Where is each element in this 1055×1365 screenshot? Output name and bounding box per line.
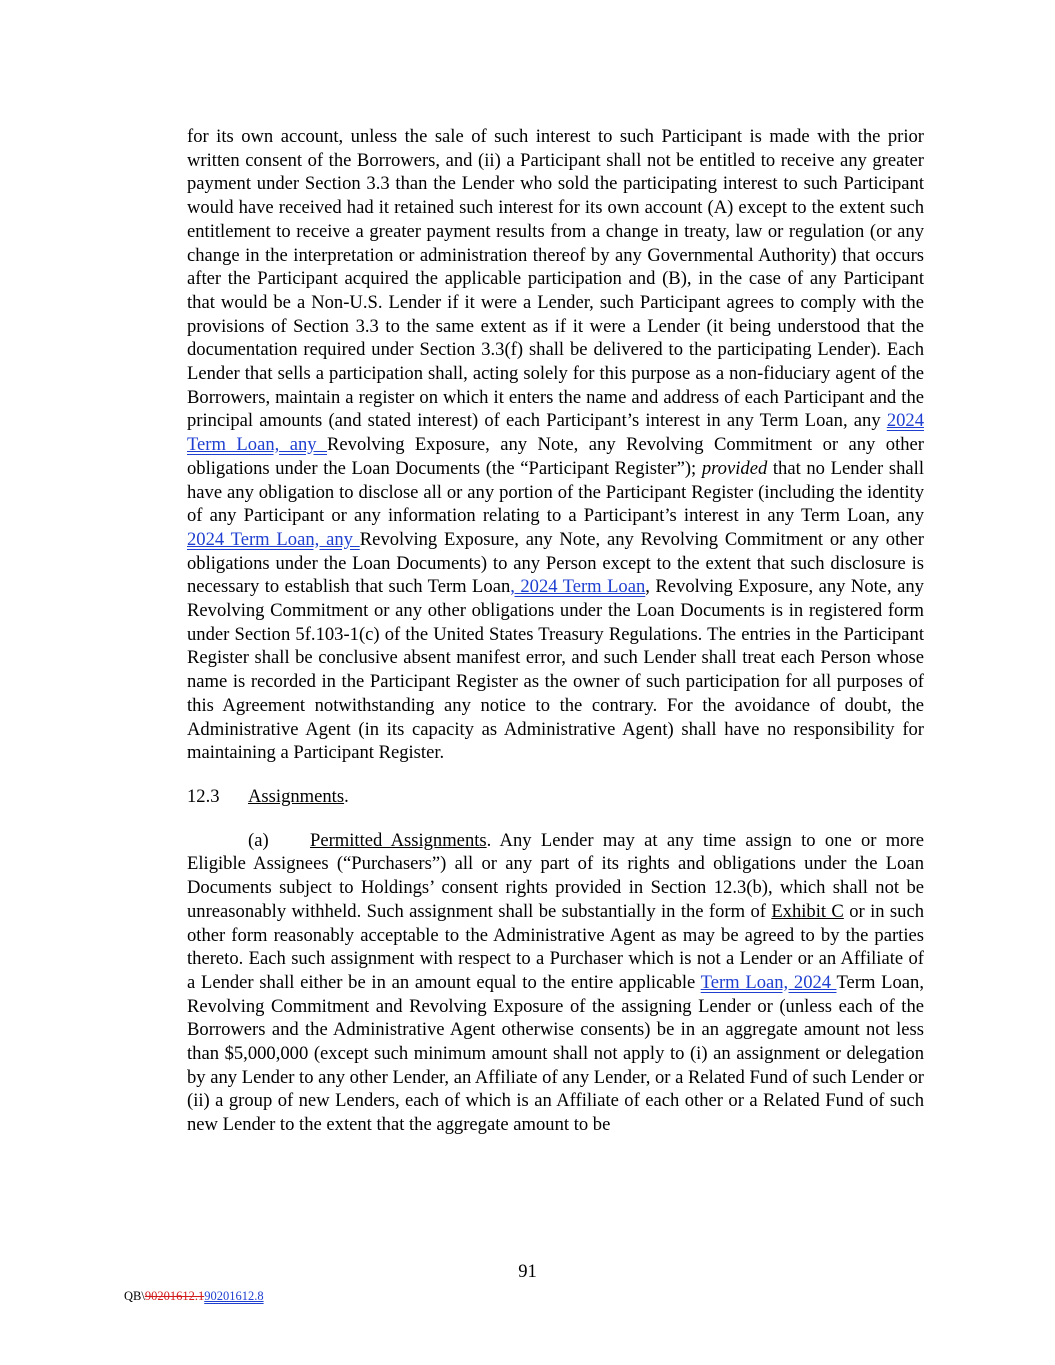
clause-heading: Permitted Assignments xyxy=(310,829,487,851)
footer-prefix: QB\ xyxy=(124,1289,145,1303)
text-run: that no Lender shall have any obligation to disclose all or any portion of the Participant Register (including the identity of any Participant or any information relating to a Participant’s interest in any Term Loan, any xyxy=(187,457,924,527)
exhibit-reference: Exhibit C xyxy=(771,900,844,922)
text-run: Revolving Exposure, any Note, any Revolving Commitment or any other obligations under the Loan Documents (the “Participant Register”); xyxy=(187,434,924,479)
footer-document-id xyxy=(124,1289,264,1304)
section-title-punct: . xyxy=(344,785,349,807)
text-run: , Revolving Exposure, any Note, any Revolving Commitment or any other obligations under the Loan Documents is in registered form under Section 5f.103-1(c) of the United States Treasury Regulations. The entries in the Participant Register shall be conclusive absent manifest error, and such Lender shall treat each Person whose name is recorded in the Participant Register as the owner of such participation for all purposes of this Agreement notwithstanding any notice to the contrary. For the avoidance of doubt, the Administrative Agent (in its capacity as Administrative Agent) shall have no responsibility for maintaining a Participant Register. xyxy=(187,576,924,764)
text-run: . Any Lender may at any time assign to one or more Eligible Assignees (“Purchasers”) all or any part of its rights and obligations under the Loan Documents subject to Holdings’ consent rights provided in Section 12.3(b), which shall not be unreasonably withheld. Such assignment shall be substantially in the form of xyxy=(187,829,924,922)
clause-label: (a) xyxy=(248,829,269,851)
section-heading xyxy=(187,785,924,809)
inserted-doc-number: 90201612.8 xyxy=(204,1289,264,1303)
inserted-text: 2024 Term Loan, any xyxy=(187,528,360,550)
section-number: 12.3 xyxy=(187,785,220,807)
document-body xyxy=(187,125,924,1137)
deleted-doc-number: 90201612.1 xyxy=(144,1289,205,1303)
paragraph-permitted-assignments xyxy=(187,829,924,1137)
text-run: Revolving Exposure, any Note, any Revolving Commitment or any other obligations under the Loan Documents) to any Person except to the extent that such disclosure is necessary to establish that such Term Loan xyxy=(187,528,924,598)
paragraph-participant-register xyxy=(187,125,924,765)
text-run: Term Loan, Revolving Commitment and Revolving Exposure of the assigning Lender or (unless each of the Borrowers and the Administrative Agent otherwise consents) be in an aggregate amount not less than $5,000,000 (except such minimum amount shall not apply to (i) an assignment or delegation by any Lender to any other Lender, an Affiliate of any Lender, or a Related Fund of such Lender or (ii) a group of new Lenders, each of which is an Affiliate of each other or a Related Fund of such new Lender to the extent that the aggregate amount to be xyxy=(187,971,925,1136)
inserted-text: 2024 Term Loan, any xyxy=(187,410,924,456)
text-run: or in such other form reasonably acceptable to the Administrative Agent as may be agreed to by the parties thereto. Each such assignment with respect to a Purchaser which is not a Lender or an Affiliate of a Lender shall either be in an amount equal to the entire applicable xyxy=(187,900,925,993)
inserted-text: Term Loan, 2024 xyxy=(700,971,837,993)
text-run: for its own account, unless the sale of such interest to such Participant is made with the prior written consent of the Borrowers, and (ii) a Participant shall not be entitled to receive any greater payment under Section 3.3 than the Lender who sold the participating interest to such Participant would have received had it retained such interest for its own account (A) except to the extent such entitlement to receive a greater payment results from a change in treaty, law or regulation (or any change in the interpretation or administration thereof by any Governmental Authority) that occurs after the Participant acquired the applicable participation and (B), in the case of any Participant that would be a Non-U.S. Lender if it were a Lender, such Participant agrees to comply with the provisions of Section 3.3 to the same extent as if it were a Lender (it being understood that the documentation required under Section 3.3(f) shall be delivered to the participating Lender). Each Lender that sells a participation shall, acting solely for this purpose as a non-fiduciary agent of the Borrowers, maintain a register on which it enters the name and address of each Participant and the principal amounts (and stated interest) of each Participant’s interest in any Term Loan, any xyxy=(187,126,924,432)
inserted-text: , 2024 Term Loan xyxy=(510,576,646,598)
italic-text: provided xyxy=(701,457,768,479)
section-title: Assignments xyxy=(248,785,345,807)
page-number: 91 xyxy=(518,1261,537,1282)
